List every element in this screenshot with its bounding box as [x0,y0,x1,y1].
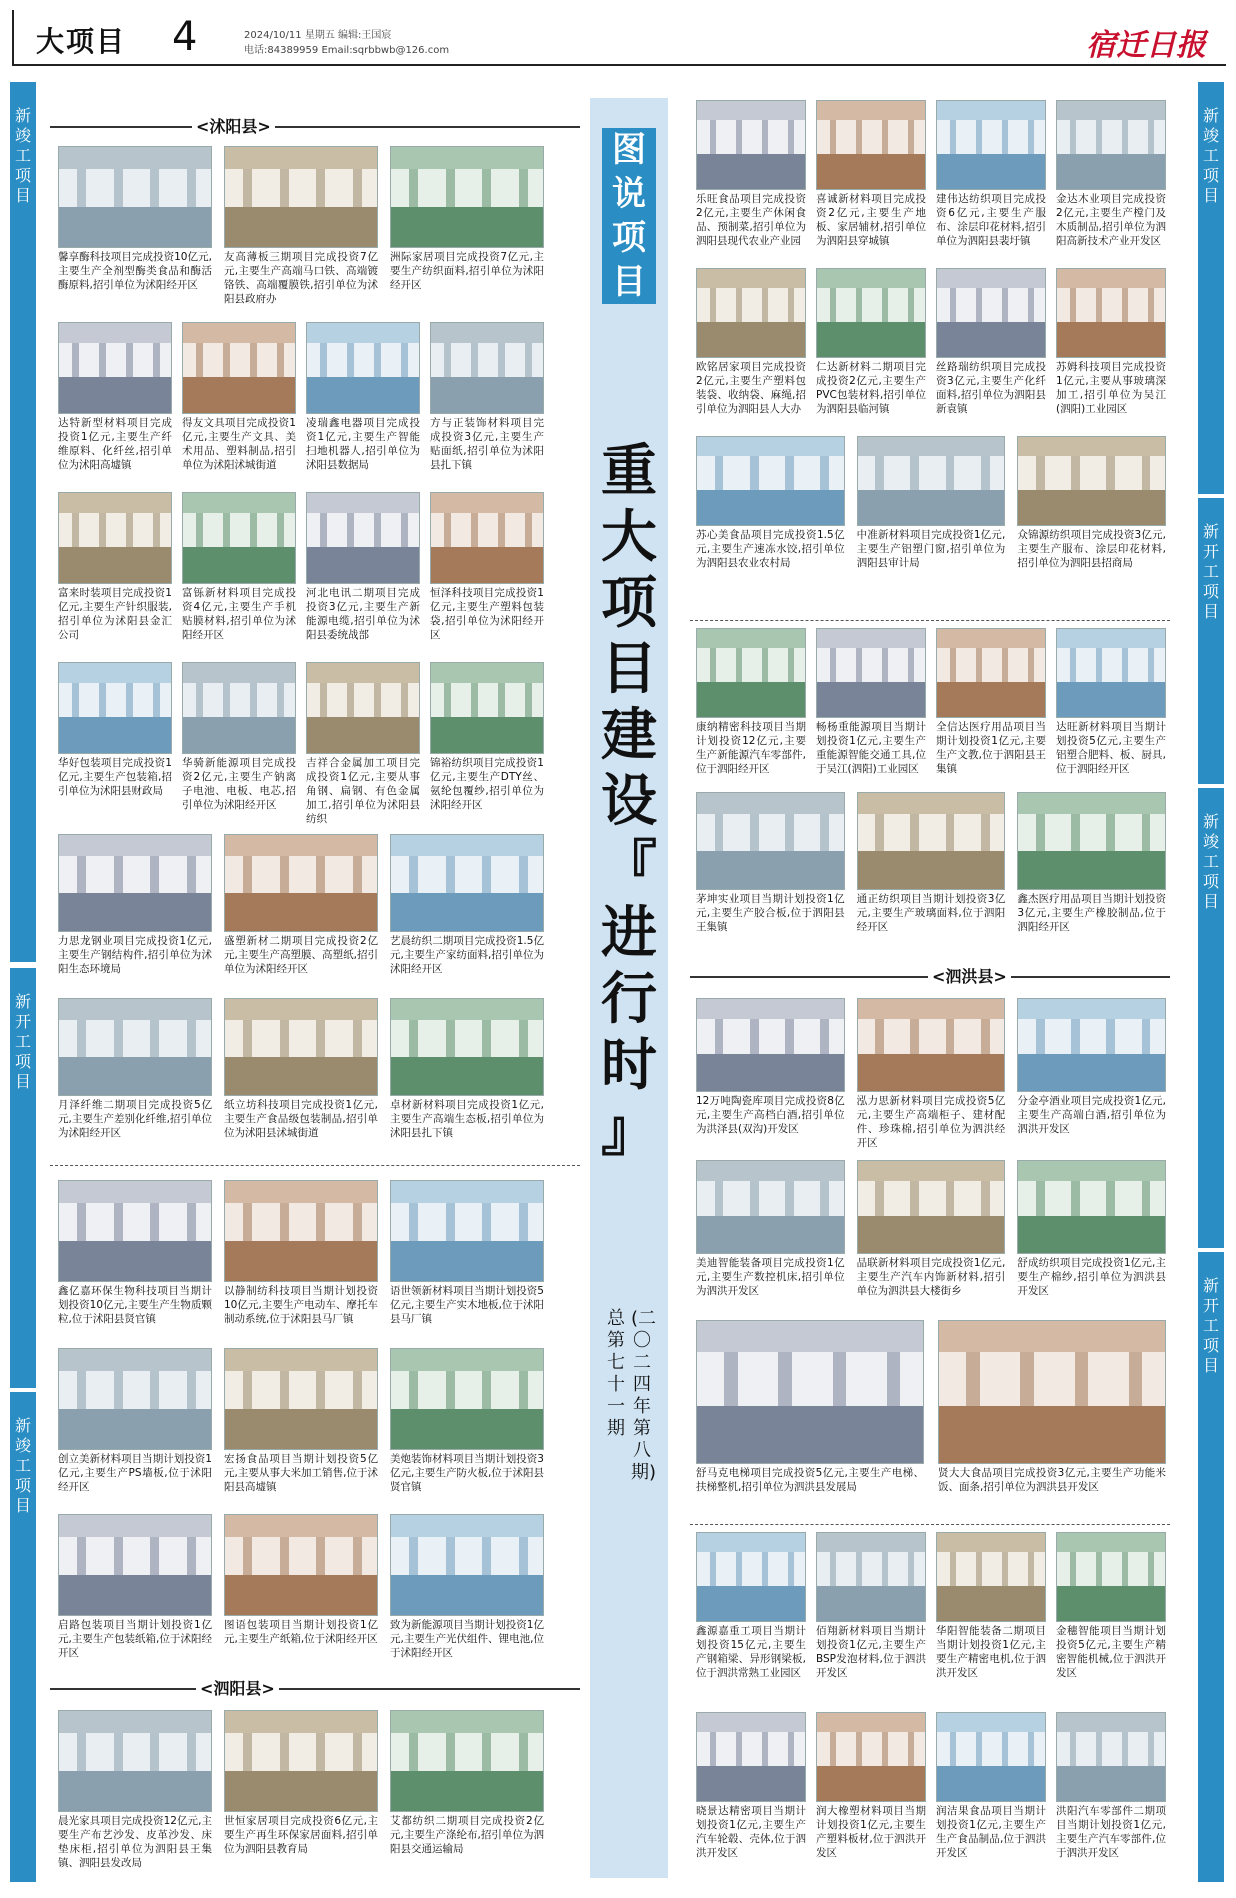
project-item [696,100,806,247]
project-photo [58,1348,212,1450]
section-strip: 新 竣 工 项 目 [1198,788,1224,1248]
project-photo [58,1180,212,1282]
project-item [306,662,420,825]
project-caption: 畅杨重能源项目当期计划投资1亿元,主要生产重能源智能交通工具,位于吴江(泗阳)工业园区 [816,721,926,775]
section-strip: 新 开 工 项 目 [1198,498,1224,784]
title-char: 目 [601,636,657,702]
project-photo [390,1348,544,1450]
project-caption: 河北电讯二期项目完成投资3亿元,主要生产新能源电缆,招引单位为沭阳县委统战部 [306,587,420,641]
project-item [58,492,172,641]
project-caption: 苏心美食品项目完成投资1.5亿元,主要生产速冻水饺,招引单位为泗阳县农业农村局 [696,529,845,569]
column-tag: 图说项目 [602,128,656,304]
project-item [857,436,1006,576]
project-item [1056,100,1166,247]
project-item [857,1160,1006,1304]
page-header [0,0,1236,68]
project-photo [936,628,1046,718]
project-caption: 舒成纺织项目完成投资1亿元,主要生产棉纱,招引单位为泗洪县开发区 [1017,1257,1166,1297]
project-photo [224,146,378,248]
project-caption: 月泽纤维二期项目完成投资5亿元,主要生产差别化纤维,招引单位为沭阳经开区 [58,1099,212,1139]
project-photo [857,1160,1006,1254]
project-caption: 美炮装饰材料项目当期计划投资3亿元,主要生产防火板,位于沭阳县贤官镇 [390,1453,544,1493]
project-item [936,1712,1046,1864]
project-caption: 华好包装项目完成投资1亿元,主要生产包装箱,招引单位为沭阳县财政局 [58,757,172,797]
project-item [182,492,296,641]
project-item [856,998,1006,1149]
project-item [58,662,172,804]
project-photo [1017,1160,1166,1254]
project-item [696,436,845,576]
project-photo [390,1710,544,1812]
project-caption: 力思龙钢业项目完成投资1亿元,主要生产钢结构件,招引单位为沭阳生态环境局 [58,935,212,975]
project-item [816,1532,926,1684]
project-photo [390,998,544,1096]
project-caption: 达旺新材料项目当期计划投资5亿元,主要生产铝塑合肥料、板、厨具,位于泗阳经开区 [1056,721,1166,775]
project-item [390,146,544,294]
project-caption: 启路包装项目当期计划投资1亿元,主要生产包装纸箱,位于沭阳经开区 [58,1619,212,1659]
project-caption: 茅坤实业项目当期计划投资1亿元,主要生产胶合板,位于泗阳县王集镇 [696,893,845,933]
project-caption: 富铄新材料项目完成投资4亿元,主要生产手机贴膜材料,招引单位为沭阳经开区 [182,587,296,641]
project-caption: 润大橡塑材料项目当期计划投资1亿元,主要生产塑料板材,位于泗洪开发区 [816,1805,926,1859]
project-item [390,998,544,1140]
project-photo [1056,100,1166,190]
project-photo [857,792,1006,890]
issue-number: (二〇二四年第八期) [631,1308,657,1483]
project-item [58,998,212,1140]
page-number: 4 [172,14,198,60]
project-caption: 众锦源纺织项目完成投资3亿元,主要生产服布、涂层印花材料,招引单位为泗阳县招商局 [1017,529,1166,569]
project-caption: 建伟达纺织项目完成投资6亿元,主要生产服布、涂层印花材料,招引单位为泗阳县裴圩镇 [936,193,1046,247]
project-item [182,662,296,811]
project-photo [857,998,1006,1092]
title-char: 进 [601,900,657,966]
project-photo [306,662,420,754]
project-item [696,998,845,1142]
project-photo [1056,1712,1166,1802]
section-strip: 新 竣 工 项 目 [1198,82,1224,494]
project-item [430,492,544,641]
project-item [58,1348,212,1498]
project-item [306,322,420,471]
project-photo [696,1532,806,1622]
project-item [58,834,212,976]
title-char: 建 [601,702,657,768]
project-photo [1017,792,1166,890]
project-photo [390,834,544,932]
project-photo [390,146,544,248]
project-photo [182,492,296,584]
project-photo [390,1514,544,1616]
project-photo [430,322,544,414]
title-char: 『 [601,834,657,900]
project-item [936,268,1046,416]
project-photo [224,998,378,1096]
project-item [306,492,420,641]
project-item [224,146,378,305]
project-item [696,1712,806,1864]
project-item [390,1710,544,1874]
project-caption: 12万吨陶瓷库项目完成投资8亿元,主要生产高档白酒,招引单位为洪泽县(双沟)开发区 [696,1095,845,1135]
project-photo [182,662,296,754]
project-item [224,834,378,976]
section-strip: 新 开 工 项 目 [10,968,36,1388]
project-caption: 卓材新材料项目完成投资1亿元,主要生产高端生态板,招引单位为沭阳县扎下镇 [390,1099,544,1139]
project-photo [390,1180,544,1282]
project-caption: 洪阳汽车零部件二期项目当期计划投资1亿元,主要生产汽车零部件,位于泗洪开发区 [1056,1805,1166,1859]
project-photo [182,322,296,414]
issue-total: 总第七十一期 [607,1308,625,1439]
project-caption: 创立美新材料项目当期计划投资1亿元,主要生产PS墙板,位于沭阳经开区 [58,1453,212,1493]
project-caption: 华骑新能源项目完成投资2亿元,主要生产钠离子电池、电板、电芯,招引单位为沭阳经开区 [182,757,296,811]
center-column [590,98,668,1878]
header-meta [244,28,449,58]
project-item [430,662,544,811]
project-photo [58,998,212,1096]
project-photo [816,628,926,718]
project-item [1017,436,1166,576]
project-caption: 以静制纺科技项目当期计划投资10亿元,主要生产电动车、摩托车制动系统,位于沭阳县马厂镇 [224,1285,378,1325]
project-item [58,1710,212,1874]
project-photo [224,1348,378,1450]
project-item [696,1532,806,1684]
project-caption: 鑫亿嘉环保生物科技项目当期计划投资10亿元,主要生产生物质颗粒,位于沭阳县贤官镇 [58,1285,212,1325]
title-char: 设 [601,768,657,834]
project-caption: 喜诚新材料项目完成投资2亿元,主要生产地板、家居辅材,招引单位为泗阳县穿城镇 [816,193,926,247]
project-photo [58,1514,212,1616]
project-item [936,1532,1046,1684]
project-item [1056,268,1166,416]
project-caption: 锦裕纺织项目完成投资1亿元,主要生产DTY丝、氨纶包覆纱,招引单位为沭阳经开区 [430,757,544,811]
project-caption: 康纳精密科技项目当期计划投资12亿元,主要生产新能源汽车零部件,位于泗阳经开区 [696,721,806,775]
project-photo [696,1712,806,1802]
title-char: 时 [601,1032,657,1098]
project-caption: 达特新型材料项目完成投资1亿元,主要生产纤维原料、化纤丝,招引单位为沭阳高墟镇 [58,417,172,471]
feature-title [590,438,668,1164]
project-photo [816,100,926,190]
project-photo [224,834,378,932]
county-name: <沭阳县> [192,114,275,137]
project-caption: 品联新材料项目完成投资1亿元,主要生产汽车内饰新材料,招引单位为泗洪县大楼街乡 [856,1257,1006,1297]
project-item [390,1514,544,1664]
project-item [816,268,926,416]
project-item [58,146,212,294]
project-item [936,628,1046,775]
title-char: 项 [601,570,657,636]
project-caption: 金穗智能项目当期计划投资5亿元,主要生产精密智能机械,位于泗洪开发区 [1056,1625,1166,1679]
project-photo [938,1320,1166,1464]
project-photo [430,492,544,584]
project-caption: 艾都纺织二期项目完成投资2亿元,主要生产涤纶布,招引单位为泗阳县交通运输局 [390,1815,544,1855]
date-line: 2024/10/11 星期五 编辑:王国宸 [244,30,392,41]
section-divider [690,620,1170,621]
project-caption: 洲际家居项目完成投资7亿元,主要生产纺织面料,招引单位为沭阳经开区 [390,251,544,291]
project-item [182,322,296,471]
section-title: 大项目 [36,25,127,58]
project-item [696,1160,845,1304]
title-char: 重 [601,438,657,504]
project-photo [58,322,172,414]
county-name: <泗洪县> [928,964,1011,987]
project-photo [1017,436,1166,526]
project-item [224,1710,378,1874]
project-caption: 乐旺食品项目完成投资2亿元,主要生产休闲食品、预制菜,招引单位为泗阳县现代农业产业园 [696,193,806,247]
project-photo [224,1710,378,1812]
project-caption: 金达木业项目完成投资2亿元,主要生产樘门及木质制品,招引单位为泗阳高新技术产业开发区 [1056,193,1166,247]
project-item [816,628,926,775]
project-item [1056,1712,1166,1864]
project-photo [816,268,926,358]
project-photo [816,1712,926,1802]
project-caption: 纸立坊科技项目完成投资1亿元,主要生产食品级包装制品,招引单位为沭阳县沭城街道 [224,1099,378,1139]
project-photo [696,1320,924,1464]
project-item [816,1712,926,1864]
project-item [224,1514,378,1664]
project-photo [1017,998,1166,1092]
project-photo [696,436,845,526]
project-item [224,1348,378,1498]
project-photo [936,268,1046,358]
section-strip: 新 竣 工 项 目 [10,1392,36,1882]
project-item [1017,792,1166,944]
project-caption: 华阳智能装备二期项目当期计划投资1亿元,主要生产精密电机,位于泗洪开发区 [936,1625,1046,1679]
section-divider [50,1165,580,1166]
project-item [696,628,806,775]
project-photo [936,1532,1046,1622]
project-item [430,322,544,471]
newspaper-logo: 宿迁日报 [1086,28,1206,63]
project-item [1017,998,1166,1142]
project-caption: 凌瑞鑫电器项目完成投资1亿元,主要生产智能扫地机器人,招引单位为沭阳县数据局 [306,417,420,471]
project-item [938,1320,1166,1510]
section-divider [690,1524,1170,1525]
project-photo [58,662,172,754]
project-photo [224,1180,378,1282]
project-caption: 语世领新材料项目当期计划投资5亿元,主要生产实木地板,位于沭阳县马厂镇 [390,1285,544,1325]
project-photo [1056,628,1166,718]
project-photo [696,792,845,890]
project-item [390,1348,544,1498]
project-item [58,1514,212,1664]
project-caption: 欧铭居家项目完成投资2亿元,主要生产塑料包装袋、收纳袋、麻绳,招引单位为泗阳县人大办 [696,361,806,415]
project-photo [696,1160,845,1254]
section-strip: 新 开 工 项 目 [1198,1252,1224,1882]
project-item [224,998,378,1140]
project-item [696,1320,924,1510]
project-photo [696,998,845,1092]
project-photo [696,268,806,358]
project-caption: 恒泽科技项目完成投资1亿元,主要生产塑料包装袋,招引单位为沭阳经开区 [430,587,544,641]
project-caption: 润洁果食品项目当期计划投资1亿元,主要生产生产食品制品,位于泗洪开发区 [936,1805,1046,1859]
project-photo [816,1532,926,1622]
project-caption: 吉祥合金属加工项目完成投资1亿元,主要从事角钢、扁钢、有色金属加工,招引单位为沭阳县纺织 [306,757,420,825]
project-caption: 方与正装饰材料项目完成投资3亿元,主要生产贴面纸,招引单位为沭阳县扎下镇 [430,417,544,471]
project-caption: 苏姆科技项目完成投资1亿元,主要从事玻璃深加工,招引单位为吴江(泗阳)工业园区 [1056,361,1166,415]
project-photo [936,1712,1046,1802]
project-photo [857,436,1006,526]
project-photo [1056,1532,1166,1622]
project-caption: 艺晨纺织二期项目完成投资1.5亿元,主要生产家纺面料,招引单位为沭阳经开区 [390,935,544,975]
project-caption: 馨享酶科技项目完成投资10亿元,主要生产全剂型酶类食品和酶活酶原料,招引单位为沭阳经开区 [58,251,212,291]
project-item [58,1180,212,1330]
issue-info [598,1308,660,1484]
project-caption: 舒马克电梯项目完成投资5亿元,主要生产电梯、扶梯整机,招引单位为泗洪县发展局 [696,1467,924,1493]
project-photo [696,100,806,190]
project-caption: 世恒家居项目完成投资6亿元,主要生产再生环保家居面料,招引单位为泗阳县教育局 [224,1815,378,1855]
project-item [58,322,172,471]
project-item [224,1180,378,1330]
project-photo [306,322,420,414]
project-caption: 通正纺织项目当期计划投资3亿元,主要生产玻璃面料,位于泗阳经开区 [856,893,1006,933]
project-caption: 富来时装项目完成投资1亿元,主要生产针织服装,招引单位为沭阳县金汇公司 [58,587,172,641]
project-caption: 泓力思新材料项目完成投资5亿元,主要生产高端柜子、建材配件、珍珠棉,招引单位为泗洪经开区 [856,1095,1006,1149]
project-item [390,1180,544,1330]
title-char: 行 [601,966,657,1032]
project-caption: 盛塑新材二期项目完成投资2亿元,主要生产高塑膜、高塑纸,招引单位为沭阳经开区 [224,935,378,975]
project-caption: 仁达新材料二期项目完成投资2亿元,主要生产PVC包装材料,招引单位为泗阳县临河镇 [816,361,926,415]
project-caption: 丝路瑞纺织项目完成投资3亿元,主要生产化纤面料,招引单位为泗阳县新袁镇 [936,361,1046,415]
county-name: <泗阳县> [196,1676,279,1699]
project-caption: 中准新材料项目完成投资1亿元,主要生产铝塑门窗,招引单位为泗阳县审计局 [856,529,1006,569]
contact-line: 电话:84389959 Email:sqrbbwb@126.com [244,45,450,56]
project-caption: 宏扬食品项目当期计划投资5亿元,主要从事大米加工销售,位于沭阳县高墟镇 [224,1453,378,1493]
project-caption: 得友文具项目完成投资1亿元,主要生产文具、美术用品、塑料制品,招引单位为沭阳沭城街道 [182,417,296,471]
project-caption: 鑫源嘉重工项目当期计划投资15亿元,主要生产钢箱梁、异形钢梁板,位于泗洪常熟工业园区 [696,1625,806,1679]
project-photo [224,1514,378,1616]
project-caption: 分金亭酒业项目完成投资1亿元,主要生产高端白酒,招引单位为泗洪开发区 [1017,1095,1166,1135]
project-photo [936,100,1046,190]
project-item [857,792,1006,944]
project-item [1017,1160,1166,1304]
project-item [696,268,806,416]
title-char: 大 [601,504,657,570]
project-photo [696,628,806,718]
project-caption: 鑫杰医疗用品项目当期计划投资3亿元,主要生产橡胶制品,位于泗阳经开区 [1017,893,1166,933]
project-photo [306,492,420,584]
project-caption: 贤大大食品项目完成投资3亿元,主要生产功能米饭、面条,招引单位为泗洪县开发区 [938,1467,1166,1493]
project-caption: 美迪智能装备项目完成投资1亿元,主要生产数控机床,招引单位为泗洪开发区 [696,1257,845,1297]
title-char: 』 [601,1098,657,1164]
project-photo [430,662,544,754]
project-item [390,834,544,976]
project-photo [58,146,212,248]
project-caption: 晓景达精密项目当期计划投资1亿元,主要生产汽车轮毂、壳体,位于泗洪开发区 [696,1805,806,1859]
project-photo [58,834,212,932]
project-item [696,792,845,944]
project-photo [1056,268,1166,358]
project-caption: 全信达医疗用品项目当期计划投资1亿元,主要生产文教,位于泗阳县王集镇 [936,721,1046,775]
project-item [936,100,1046,247]
project-photo [58,492,172,584]
project-caption: 佰翔新材料项目当期计划投资1亿元,主要生产BSP发泡材料,位于泗洪开发区 [816,1625,926,1679]
project-photo [58,1710,212,1812]
project-caption: 晨光家具项目完成投资12亿元,主要生产布艺沙发、皮革沙发、床垫床柜,招引单位为泗阳县王集镇、泗阳县发改局 [58,1815,212,1869]
project-caption: 友高薄板三期项目完成投资7亿元,主要生产高端马口铁、高端镀铬铁、高端覆膜铁,招引单位为沭阳县政府办 [224,251,378,305]
project-item [1056,1532,1166,1684]
project-caption: 致为新能源项目当期计划投资1亿元,主要生产光伏组件、锂电池,位于沭阳经开区 [390,1619,544,1659]
project-item [1056,628,1166,775]
project-caption: 图语包装项目当期计划投资1亿元,主要生产纸箱,位于沭阳经开区 [224,1619,378,1645]
project-item [816,100,926,247]
section-strip: 新 竣 工 项 目 [10,82,36,962]
